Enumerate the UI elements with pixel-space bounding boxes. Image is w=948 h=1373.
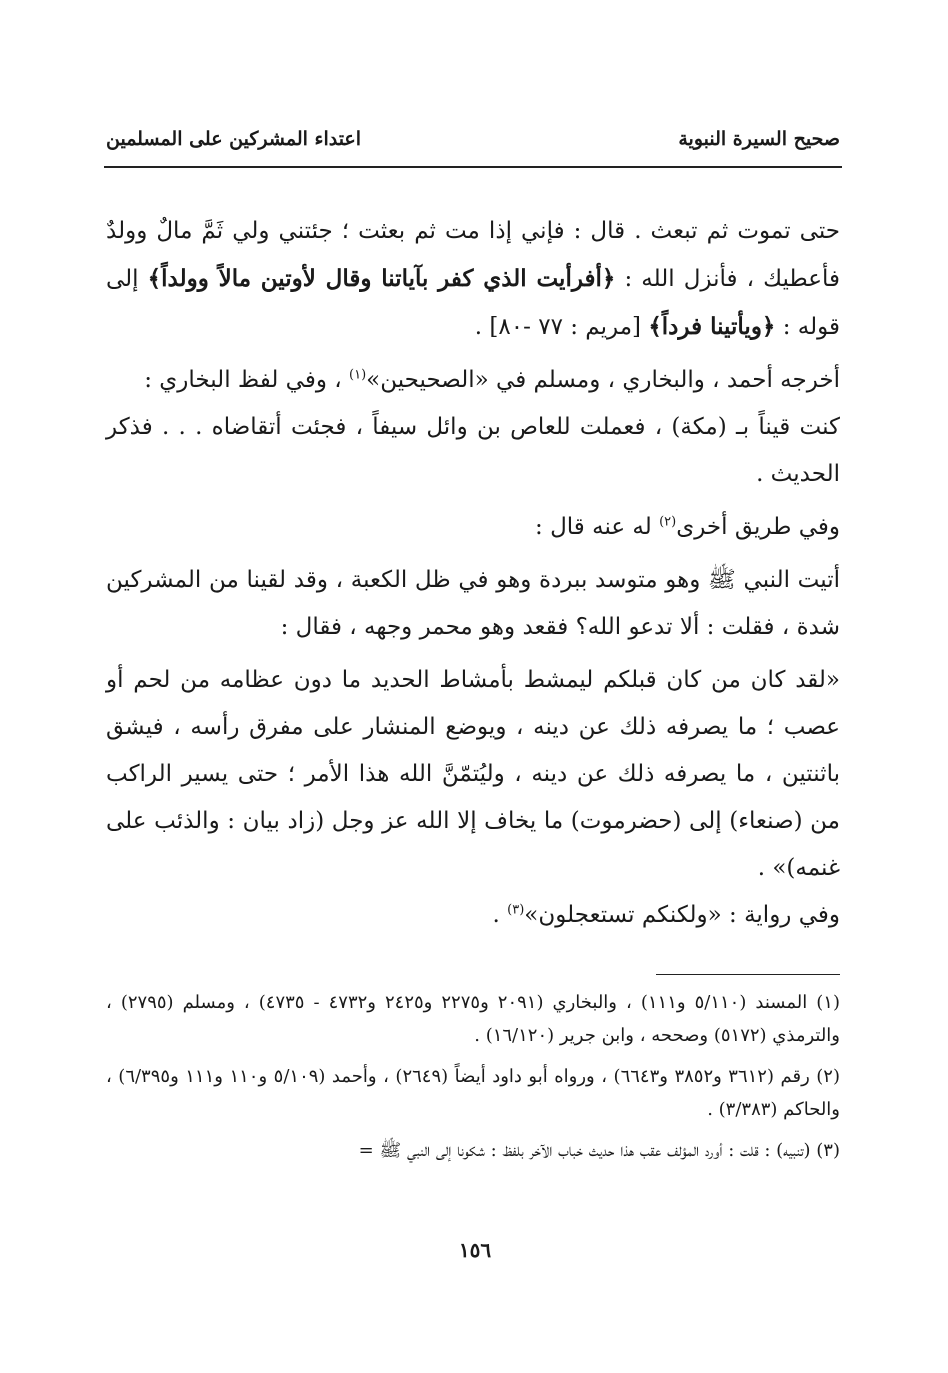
paragraph-3: كنت قيناً بـ (مكة) ، فعملت للعاص بن وائل سيفاً ، فجئت أتقاضاه . . . فذكر الحديث . [106,414,840,487]
main-text [106,208,840,939]
paragraph-5: أتيت النبي ﷺ وهو متوسد ببردة وهو في ظل الكعبة ، وقد لقينا من المشركين شدة ، فقلت : ألا تدعو الله؟ فقعد وهو محمر وجهه ، فقال : [106,567,840,640]
citation: [مريم : ٧٧ -٨٠] . [474,314,649,340]
footnote-1: (١) المسند (٥/١١٠ و١١١) ، والبخاري (٢٠٩١ و٢٢٧٥ و٢٤٢٥ و٤٧٣٢ - ٤٧٣٥) ، ومسلم (٢٧٩٥) ، والترمذي (٥١٧٢) وصححه ، وابن جرير (١٦/١٢٠) . [106,992,840,1046]
footnote-2: (٢) رقم (٣٦١٢ و٣٨٥٢ و٦٦٤٣) ، ورواه أبو داود أيضاً (٢٦٤٩) ، وأحمد (٥/١٠٩ و١١٠ و١١١ و٦/٣٩٥) ، والحاكم (٣/٣٨٣) . [106,1066,840,1120]
footnotes [106,986,840,1175]
footnote-ref-1: (١) [349,367,367,383]
paragraph-2 [106,357,840,404]
text-run: وفي طريق أخرى [676,514,840,540]
paragraph-1 [106,208,840,351]
footnote-divider [656,974,840,975]
text-run: وفي رواية : «ولكنكم تستعجلون» [524,902,840,928]
footnote-3: (٣) (تنبيه) : قلت : أورد المؤلف عقب هذا حديث خباب الآخر بلفظ : شكونا إلى النبي ﷺ = [358,1140,840,1161]
text-run: حتى تموت ثم تبعث . قال : فإني إذا مت ثم بعثت ؛ جئتني ولي ثَمَّ مالٌ وولدٌ فأعطيك ، فأنزل الله : [106,218,840,292]
hadith-quote: «لقد كان من كان قبلكم ليمشط بأمشاط الحديد ما دون عظامه من لحم أو عصب ؛ ما يصرفه ذلك عن دينه ، ويوضع المنشار على مفرق رأسه ، فيشق باثنتين ، ما يصرفه ذلك عن دينه ، وليُتمّنَّ الله هذا الأمر ؛ حتى يسير الراكب من (صنعاء) إلى (حضرموت) ما يخاف إلا الله عز وجل (زاد بيان : والذئب على غنمه)» . [106,667,840,881]
footnote-ref-2: (٢) [659,514,677,530]
chapter-title: اعتداء المشركين على المسلمين [106,128,362,150]
text-run: أخرجه أحمد ، والبخاري ، ومسلم في «الصحيحين» [366,367,840,393]
footnote-ref-3: (٣) [507,902,525,918]
quran-verse-1: ﴿أفرأيت الذي كفر بآياتنا وقال لأوتين مالاً وولداً﴾ [147,265,616,292]
page-number: ١٥٦ [458,1238,492,1262]
text-run: ، وفي لفظ البخاري : [144,367,349,393]
text-run: إلى قوله : [106,266,840,340]
text-run: . [492,902,508,928]
paragraph-4 [106,504,840,551]
running-header [106,128,840,150]
book-title: صحيح السيرة النبوية [678,128,840,150]
text-run: له عنه قال : [535,514,660,540]
quran-verse-2: ﴿ويأتينا فرداً﴾ [648,313,776,340]
header-divider [104,166,842,168]
paragraph-7 [106,892,840,939]
